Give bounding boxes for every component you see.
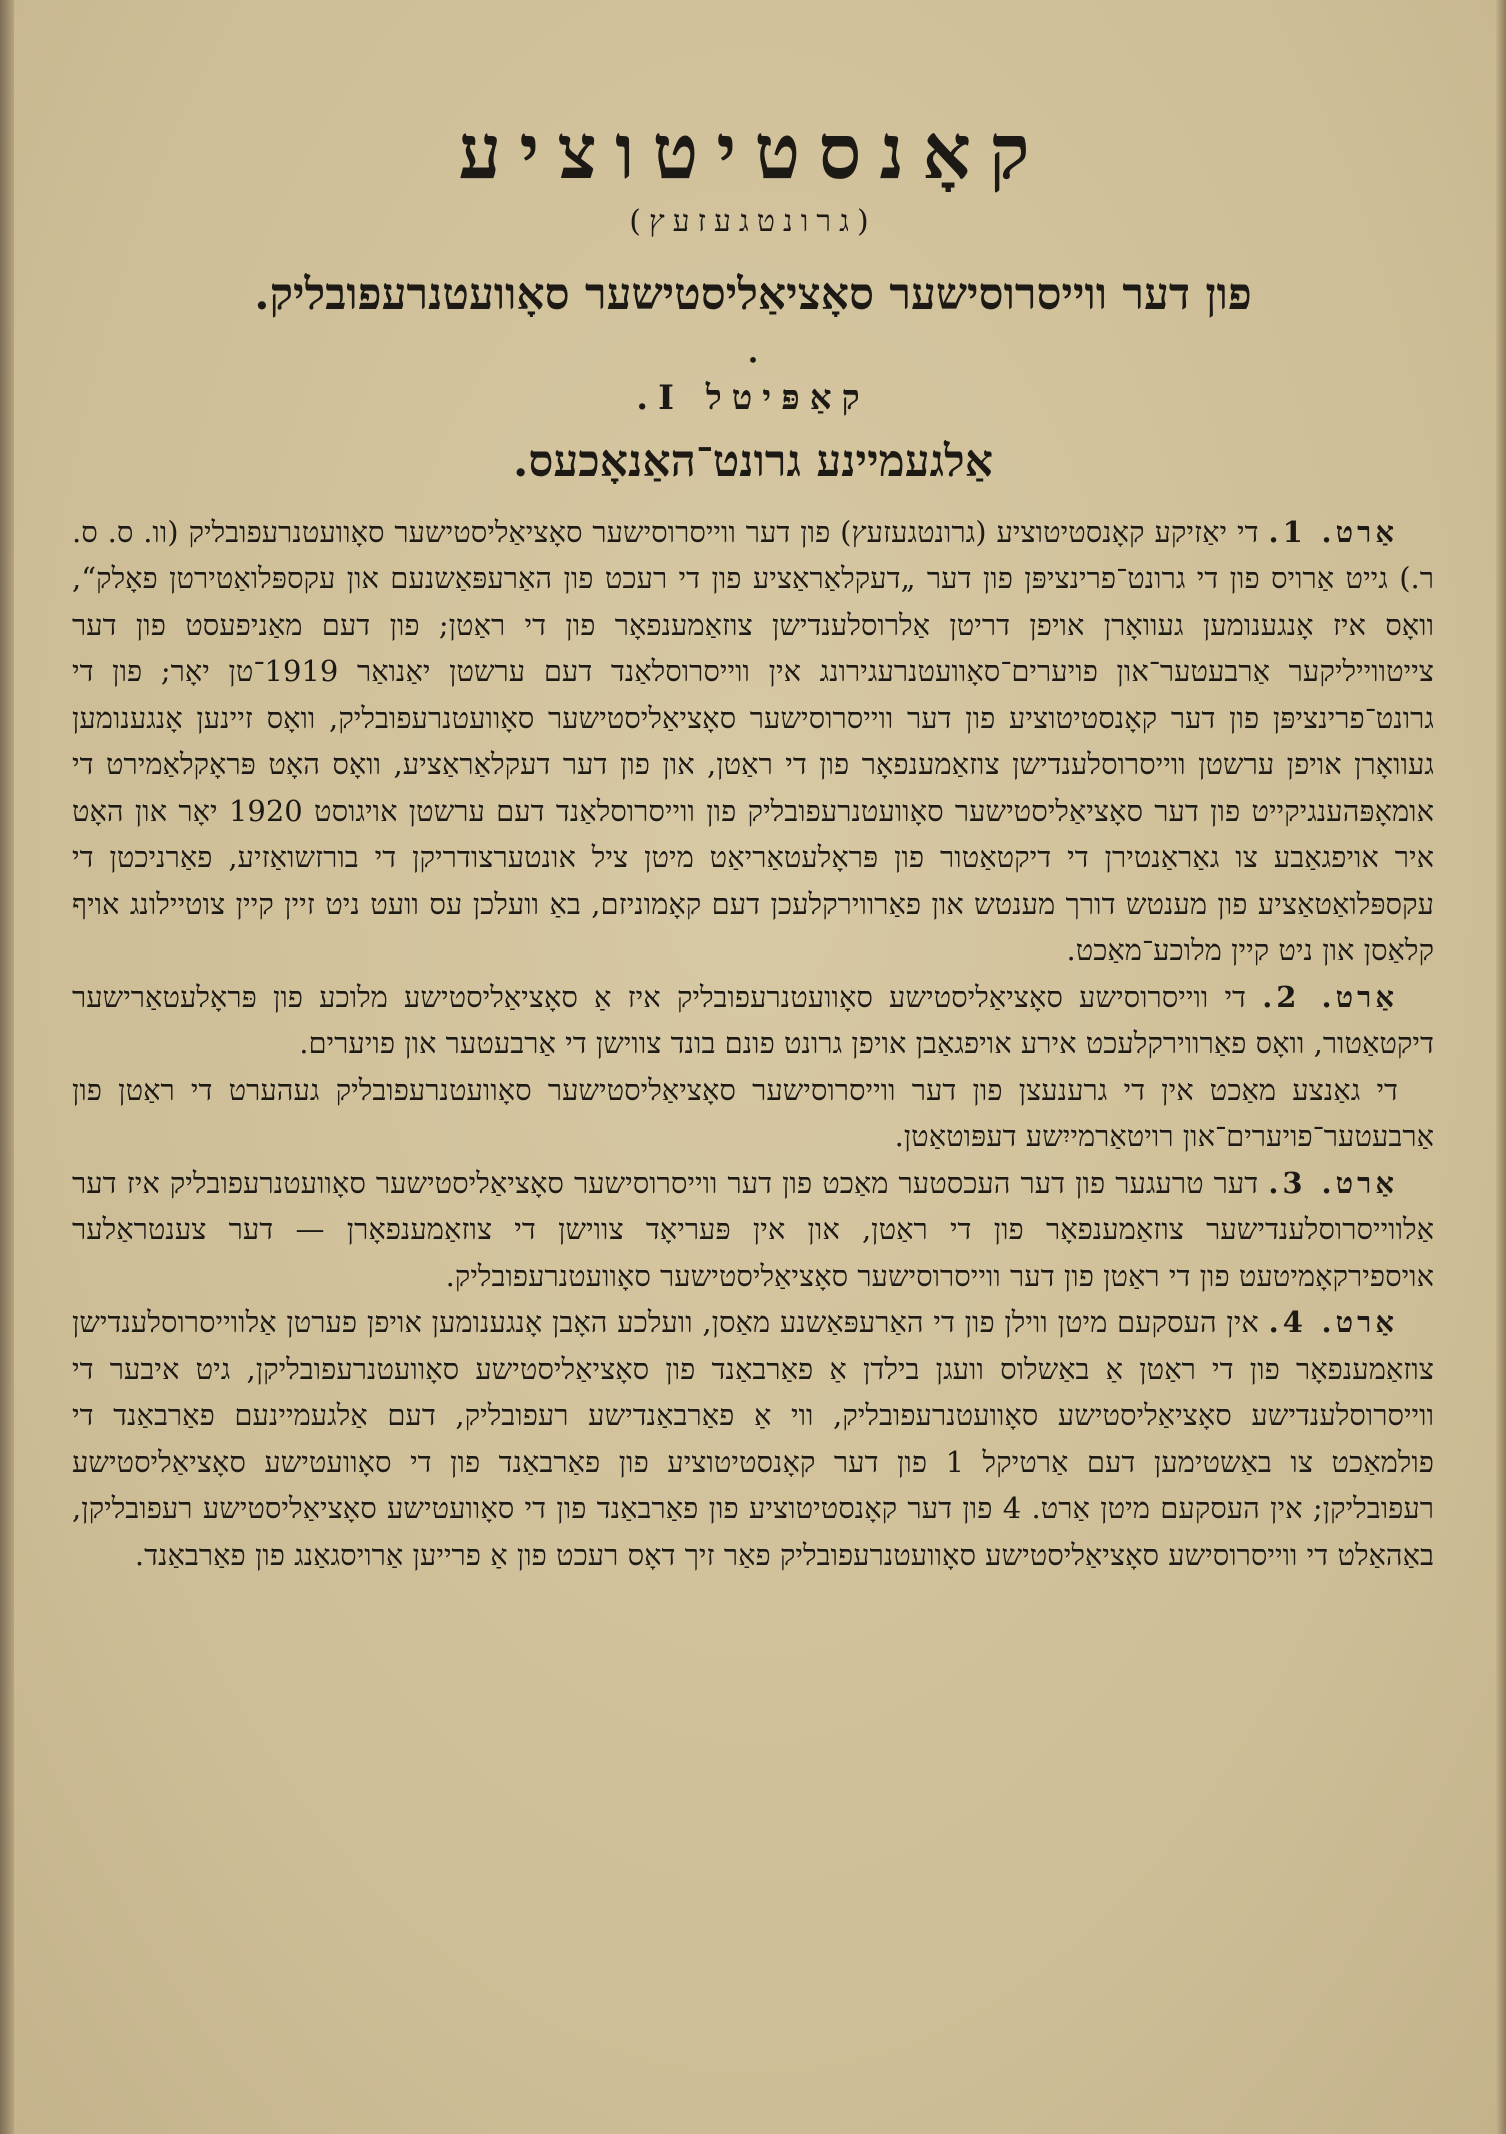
document-header: [60, 107, 1446, 487]
republic-heading: פון דער ווייסרוסישער סאָציאַליסטישער סאָוועטנרעפובליק.: [254, 268, 1252, 320]
article-text: די יאַזיקע קאָנסטיטוציע (גרונטגעזעץ) פון דער ווייסרוסישער סאָציאַליסטישער סאָוועטנרעפובליק (וו. ס. ס. ר.) גייט אַרויס פון די גרונט־פרינציפּן פון דער „דעקלאַראַציע פון די רעכט פון האַרעפּאַשנעם און עקספּלואַטירטן פאָלק“, וואָס איז אָנגענומען געוואָרן אויפן דריטן אַלרוסלענדישן צוזאַמענפאָר פון די ראַטן; פון דעם מאַניפעסט פון דער צייטווייליקער אַרבעטער־און פויערים־סאָוועטנרעגירונג אין ווייסרוסלאַנד דעם ערשטן יאַנואַר 1919־טן יאָר; פון די גרונט־פרינציפּן פון דער קאָנסטיטוציע פון דער ווייסרוסישער סאָציאַליסטישער סאָוועטנרעפובליק, וואָס זיינען אָנגענומען געוואָרן אויפן ערשטן ווייסרוסלענדישן צוזאַמענפאָר פון די ראַטן, און פון דער דעקלאַראַציע, וואָס האָט פּראָקלאַמירט די אומאָפּהענגיקייט פון דער סאָציאַליסטישער סאָוועטנרעפובליק פון ווייסרוסלאַנד דעם ערשטן אויגוסט 1920 יאָר און האָט איר אויפגאַבע צו גאַראַנטירן די דיקטאַטור פון פּראָלעטאַריאַט מיטן ציל אונטערצודריקן די בורזשואַזיע, פאַרניכטן די עקספּלואַטאַציע פון מענטש דורך מענטש און פאַרווירקלעכן דעם קאָמוניזם, באַ וועלכן עס וועט ניט זיין קיין צוטיילונג אויף קלאַסן און ניט קיין מלוכע־מאַכט.: [72, 514, 1434, 968]
article-paragraph: [72, 1160, 1434, 1300]
page-edge-left: [0, 0, 14, 2134]
article-text: דער טרעגער פון דער העכסטער מאַכט פון דער ווייסרוסישער סאָציאַליסטישער סאָוועטנרעפובליק איז דער אַלווייסרוסלענדישער צוזאַמענפאָר פון די ראַטן, און אין פּעריאָד צווישן די צוזאַמענפאָרן — דער צענטראַלער אויספירקאָמיטעט פון די ראַטן פון דער ווייסרוסישער סאָציאַליסטישער סאָוועטנרעפובליק.: [72, 1165, 1434, 1293]
article-text: די גאַנצע מאַכט אין די גרענעצן פון דער ווייסרוסישער סאָציאַליסטישער סאָוועטנרעפובליק געהערט די ראַטן פון אַרבעטער־פויערים־און רויטאַרמייִשע דעפּוטאַטן.: [72, 1072, 1434, 1154]
chapter-title: אַלגעמיינע גרונט־האַנאָכעס.: [513, 435, 993, 487]
separator-dot: •: [747, 347, 759, 372]
chapter-number: קאַפּיטל I.: [636, 377, 870, 418]
article-label: אַרט. 2.: [1262, 979, 1399, 1014]
article-text: די ווייסרוסישע סאָציאַליסטישע סאָוועטנרעפובליק איז אַ סאָציאַליסטישע מלוכע פון פּראָלעטאַרישער דיקטאַטור, וואָס פאַרווירקלעכט אירע אויפגאַבן אויפן גרונט פונם בונד צווישן די אַרבעטער און פויערים.: [72, 979, 1434, 1061]
article-paragraph: [72, 974, 1434, 1067]
article-text: אין העסקעם מיטן ווילן פון די האַרעפּאַשנע מאַסן, וועלכע האָבן אָנגענומען אויפן פערטן אַלווייסרוסלענדישן צוזאַמענפאָר פון די ראַטן אַ באַשלוס וועגן בילדן אַ פאַרבאַנד פון סאָציאַליסטישע סאָוועטנרעפובליקן, גיט איבער די ווייסרוסלענדישע סאָציאַליסטישע סאָוועטנרעפובליק, ווי אַ פאַרבאַנדישע רעפובליק, דעם אַלגעמיינעם פאַרבאַנד די פולמאַכט צו באַשטימען דעם אַרטיקל 1 פון דער קאָנסטיטוציע פון פאַרבאַנד פון די סאָוועטישע סאָציאַליסטישע רעפובליקן; אין העסקעם מיטן אַרט. 4 פון דער קאָנסטיטוציע פון פאַרבאַנד פון די סאָוועטישע סאָציאַליסטישע רעפובליקן, באַהאַלט די ווייסרוסישע סאָציאַליסטישע סאָוועטנרעפובליק פאַר זיך דאָס רעכט פון אַ פרייען אַרויסגאַנג פון פאַרבאַנד.: [72, 1305, 1434, 1572]
article-label: אַרט. 1.: [1268, 514, 1398, 549]
article-paragraph: [72, 509, 1434, 974]
page-edge-right: [1496, 0, 1506, 2134]
article-paragraph: [72, 1067, 1434, 1160]
article-paragraph: [72, 1299, 1434, 1578]
article-label: אַרט. 3.: [1268, 1165, 1399, 1200]
article-label: אַרט. 4.: [1268, 1305, 1398, 1340]
document-title: קאָנסטיטוציע: [458, 107, 1048, 196]
document-body: [60, 509, 1446, 1579]
document-subtitle: (גרונטגעזעץ): [629, 203, 877, 239]
